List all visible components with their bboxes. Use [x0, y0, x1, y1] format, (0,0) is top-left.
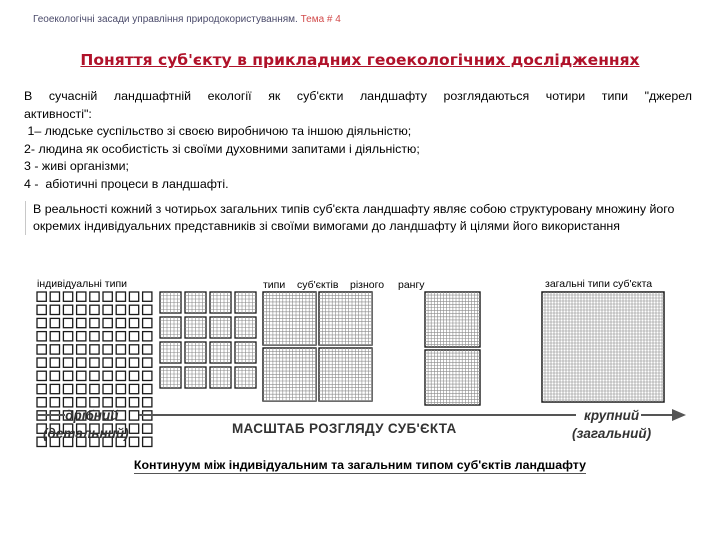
intro-item-2: 2- людина як особистість зі своїми духовними запитами і діяльністю; [24, 141, 420, 156]
individual-cell [77, 371, 86, 380]
individual-cell [37, 358, 46, 367]
individual-cell [37, 384, 46, 393]
individual-cell [63, 384, 72, 393]
individual-cell [103, 384, 112, 393]
individual-cell [116, 345, 125, 354]
individual-cell [50, 332, 59, 341]
individual-cell [37, 305, 46, 314]
figure-caption [0, 458, 720, 472]
individual-cell [116, 358, 125, 367]
individual-cell [77, 345, 86, 354]
individual-cell [50, 371, 59, 380]
individual-cell [129, 358, 138, 367]
individual-cell [116, 305, 125, 314]
subject-structure-text: В реальності кожний з чотирьох загальних типів суб'єкта ландшафту являє собою структуровану множину його окремих індивідуальних представників зі своїми вимогами до ландшафту й цілями його використання [25, 201, 675, 235]
topic-number: Тема # 4 [300, 14, 341, 25]
individual-cell [77, 384, 86, 393]
individual-cell [129, 437, 138, 446]
individual-cell [63, 345, 72, 354]
individual-cell [116, 292, 125, 301]
individual-cell [37, 292, 46, 301]
individual-cell [116, 398, 125, 407]
axis-label-scale: МАСШТАБ РОЗГЛЯДУ СУБ'ЄКТА [232, 421, 457, 436]
slide-title: Поняття суб'єкту в прикладних геоекологічних дослідженнях [80, 51, 640, 69]
individual-cell [143, 398, 152, 407]
individual-cell [103, 398, 112, 407]
individual-cell [50, 345, 59, 354]
individual-cell [143, 305, 152, 314]
label-subjects: суб'єктів [297, 279, 339, 291]
individual-cell [103, 345, 112, 354]
individual-cell [90, 332, 99, 341]
individual-cell [50, 384, 59, 393]
individual-cell [143, 318, 152, 327]
individual-cell [90, 305, 99, 314]
individual-cell [143, 345, 152, 354]
individual-cell [50, 398, 59, 407]
individual-cell [129, 411, 138, 420]
individual-cell [103, 305, 112, 314]
individual-cell [129, 292, 138, 301]
individual-cell [129, 424, 138, 433]
intro-item-3: 3 - живі організми; [24, 159, 129, 173]
individual-cell [116, 332, 125, 341]
axis-label-large-word: крупний [584, 408, 640, 423]
intro-lead-line1: В сучасній ландшафтній екології як суб'єкти ландшафту розглядаються чотири типи "джерел [24, 89, 692, 103]
individual-cell [37, 371, 46, 380]
individual-cell [63, 371, 72, 380]
individual-cell [37, 318, 46, 327]
individual-cell [77, 332, 86, 341]
axis-label-small-word: дрібний [65, 408, 119, 423]
individual-cell [129, 305, 138, 314]
intro-lead-line2: активності": [24, 106, 92, 121]
individual-cell [116, 371, 125, 380]
individual-cell [50, 358, 59, 367]
axis-label-small [43, 407, 129, 443]
individual-cell [63, 292, 72, 301]
individual-cell [129, 371, 138, 380]
individual-cell [90, 384, 99, 393]
individual-cell [50, 305, 59, 314]
individual-cell [103, 358, 112, 367]
individual-cell [90, 371, 99, 380]
individual-cell [63, 305, 72, 314]
individual-cell [116, 318, 125, 327]
individual-cell [90, 292, 99, 301]
axis-label-small-detail: (детальний) [43, 426, 129, 441]
individual-cell [77, 318, 86, 327]
individual-cell [63, 358, 72, 367]
individual-cell [129, 332, 138, 341]
individual-cell [50, 292, 59, 301]
individual-cell [143, 371, 152, 380]
course-name: Геоекологічні засади управління природокористуванням. [33, 14, 298, 25]
individual-cell [90, 398, 99, 407]
individual-cell [77, 398, 86, 407]
individual-cell [129, 384, 138, 393]
label-different: різного [350, 279, 385, 291]
individual-cell [129, 398, 138, 407]
individual-cell [129, 345, 138, 354]
individual-cell [143, 292, 152, 301]
label-individual-types: індивідуальні типи [37, 278, 128, 290]
individual-cell [90, 358, 99, 367]
label-general-types: загальні типи суб'єкта [545, 278, 653, 290]
individual-cell [116, 384, 125, 393]
individual-cell [129, 318, 138, 327]
individual-cell [103, 371, 112, 380]
individual-cell [143, 358, 152, 367]
individual-cell [143, 437, 152, 446]
label-types: типи [263, 279, 286, 291]
individual-cell [63, 398, 72, 407]
individual-cell [37, 332, 46, 341]
individual-cell [77, 358, 86, 367]
axis-label-large-detail: (загальний) [572, 426, 652, 441]
individual-cell [103, 318, 112, 327]
individual-cell [37, 345, 46, 354]
figure-caption-text: Континуум між індивідуальним та загальним типом суб'єктів ландшафту [133, 458, 587, 472]
individual-cell [90, 318, 99, 327]
individual-cell [77, 305, 86, 314]
individual-cell [103, 292, 112, 301]
individual-cell [50, 318, 59, 327]
label-rank: рангу [398, 279, 425, 291]
axis-label-large [572, 407, 651, 443]
individual-cell [77, 292, 86, 301]
individual-cell [90, 345, 99, 354]
intro-item-4: 4 - абіотичні процеси в ландшафті. [24, 176, 229, 191]
individual-cell [63, 332, 72, 341]
axis-arrowhead [672, 409, 686, 421]
intro-item-1: 1– людське суспільство зі своєю виробничою та іншою діяльністю; [24, 124, 412, 138]
individual-cell [143, 424, 152, 433]
individual-cell [103, 332, 112, 341]
individual-cell [143, 384, 152, 393]
individual-cell [37, 398, 46, 407]
individual-cell [143, 332, 152, 341]
individual-cell [63, 318, 72, 327]
